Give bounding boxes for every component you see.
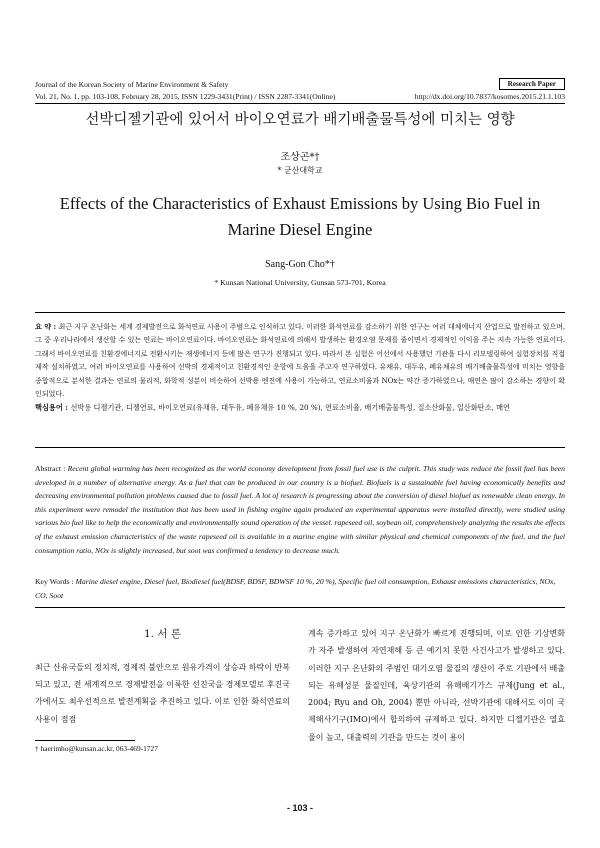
korean-author: 조상곤*†: [280, 152, 320, 163]
english-keywords: [35, 575, 565, 602]
research-paper-badge: Research Paper: [499, 78, 565, 90]
abstract-bottom-rule: [35, 607, 565, 608]
english-keywords-text: Marine diesel engine, Diesel fuel, Biodiesel fuel(BDSF, BDSF, BDWSF 10 %, 20 %), Specific fuel oil consumption, Exhaust emissions characteristics, NOx, CO, Soot: [35, 577, 556, 600]
abstract-top-rule: [35, 312, 565, 313]
korean-abstract-bottom-rule: [35, 447, 565, 448]
korean-keywords-text: 선박용 디젤기관, 디젤연료, 바이오연료(유채유, 대두유, 폐유채유 10 %, 20 %), 연료소비율, 배기배출물특성, 질소산화물, 일산화탄소, 매연: [70, 403, 510, 412]
korean-keywords-label: 핵심용어 :: [35, 403, 71, 412]
footnote: † haerimho@kunsan.ac.kr, 063-469-1727: [35, 744, 158, 753]
korean-affiliation: * 군산대학교: [277, 166, 323, 175]
journal-name: Journal of the Korean Society of Marine Environment & Safety: [35, 80, 229, 89]
footnote-rule: [35, 740, 135, 741]
english-abstract-label: Abstract :: [35, 464, 68, 473]
korean-title: 선박디젤기관에 있어서 바이오연료가 배기배출물특성에 미치는 영향: [85, 112, 515, 128]
korean-abstract: [35, 320, 565, 400]
english-abstract-text: Recent global warming has been recognized as the world economy development from fossil fuel use is the culprit. This study was reduce the fossil fuel has been developed in a number of alternative energy. As a fuel that can be produced in our country is a biofuel. Biofuels is a sustainable fuel having economically benefits and decreasing environmental pollution problems caused due to fossil fuel. A lot of research is progressing about the conversion of diesel biofuel as renewable clean energy. In this experiment were remodel the institution that has been used in fishing engine again produced an experimental apparatus were installed directly, were studied using various bio fuel like to help the economically and environmentally sound operation of the vessel. rapeseed oil, soybean oil, comprehensively analyzing the results the effects of the exhaust emission characteristics of the waste rapeseed oil is available in a marine engine with similar physical and chemical components of the fuel, and the fuel consumption ratio, NOx is slightly increased, but soot was confirmed a tendency to decrease much.: [35, 464, 565, 555]
english-author: Sang-Gon Cho*†: [265, 259, 335, 270]
english-title: Effects of the Characteristics of Exhaust Emissions by Using Bio Fuel in Marine Diesel Engine: [59, 194, 541, 239]
header-rule: [35, 103, 565, 104]
volume-line: Vol. 21, No. 1, pp. 103-108, February 28, 2015, ISSN 1229-3431(Print) / ISSN 2287-3341(Online): [35, 92, 336, 101]
doi-link[interactable]: http://dx.doi.org/10.7837/kosomes.2015.21.1.103: [414, 92, 565, 101]
korean-keywords: [35, 401, 565, 415]
page-number: - 103 -: [286, 803, 313, 813]
korean-abstract-text: 최근 지구 온난화는 세계 경제발전으로 화석연료 사용이 주범으로 인식하고 있다. 이러한 화석연료를 감소하기 위한 연구는 여러 대체에너지 산업으로 발전하고 있으며, 그 중 우리나라에서 생산할 수 있는 연료는 바이오연료이다. 바이오연료는 화석연료에 의해서 발생하는 환경오염 문제를 줄이면서 경제적인 이익을 주는 지속 가능한 연료이다. 그래서 바이오연료를 친환경에너지로 전환시키는 재생에너지 등에 많은 연구가 진행되고 있다. 따라서 본 실험은 어선에서 사용했던 기관을 다시 리모델링하여 실험장치를 직접 제작 설치하였고, 여러 바이오연료를 사용하여 선박의 경제적이고 친환경적인 운항에 도움을 주고자 연구하였다. 유채유, 대두유, 폐유채유의 배기배출물특성에 미치는 영향을 종합적으로 분석한 결과는 연료의 물리적, 화학적 성분이 비슷하여 선박용 엔진에 사용이 가능하고, 연료소비율과 NOx는 약간 증가하였으나, 매연은 많이 감소하는 경향이 확인되었다.: [35, 322, 565, 399]
section-heading: 1. 서 론: [144, 628, 181, 640]
english-abstract: [35, 462, 565, 557]
english-keywords-label: Key Words :: [35, 577, 76, 586]
korean-abstract-label: 요 약 :: [35, 322, 59, 331]
english-affiliation: * Kunsan National University, Gunsan 573-701, Korea: [214, 278, 386, 287]
body-column-right: 계속 증가하고 있어 지구 온난화가 빠르게 진행되며, 이로 인한 기상변화가 자주 발생하여 자연재해 등 큰 예기치 못한 사건사고가 발생하고 있다. 이러한 지구 온난화의 주범인 대기오염 물질의 생산이 주로 기관에서 배출되는 유해성분 물질인데, 육상기관의 유해배기가스 규제(Jung et al., 2004; Ryu and Oh, 2004) 뿐만 아니라, 선박기관에 대해서도 이미 국제해사기구(IMO)에서 합의하여 규제하고 있다. 하지만 디젤기관은 열효율이 높고, 대출력의 기관을 만드는 것이 용이: [308, 629, 565, 742]
body-column-left: 최근 산유국들의 정치적, 경제적 불안으로 원유가격이 상승과 하락이 반복되고 있고, 전 세계적으로 경제발전을 이룩한 선진국을 경제모델로 후진국가에서도 최우선적으로 발전계획을 추진하고 있다. 이로 인한 화석연료의 사용이 점점: [35, 663, 290, 724]
